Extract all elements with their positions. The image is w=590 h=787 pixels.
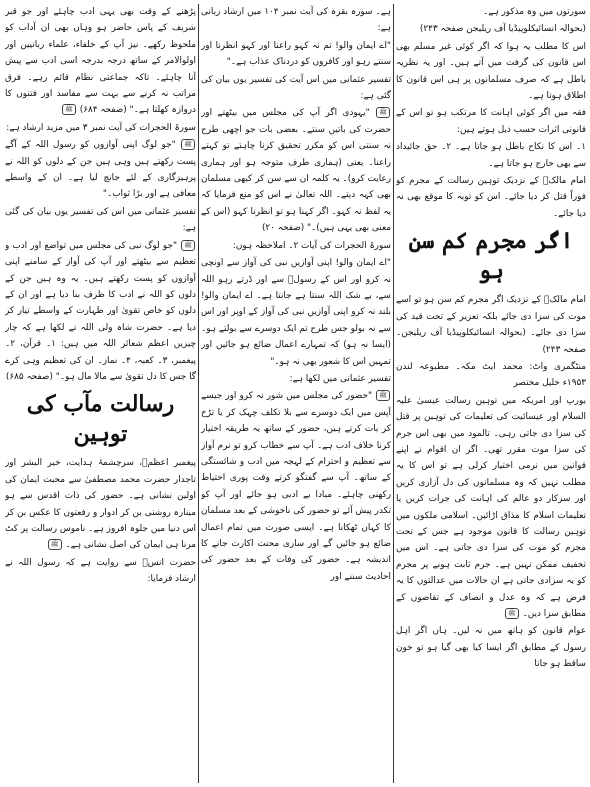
- paragraph: امام مالکؒ کے نزدیک اگر مجرم کم سن ہو تو اسے موت کی سزا دی جائے بلکہ تعزیر کے تحت قید کی سزا دی جائے۔ (بحوالہ انسائیکلوپیڈیا آف ریلیجن۔ صفحہ ۲۴۳): [396, 295, 586, 355]
- paragraph: [5, 455, 196, 553]
- quote: "اے ایمان والو! تم نہ کہو راعنا اور کہو انظرنا اور سنتے رہو اور کافروں کو دردناک عذاب ہے۔": [201, 40, 391, 68]
- paragraph: سورۃ الحجرات کی آیت نمبر ۳ میں مزید ارشاد ہے:: [6, 122, 196, 133]
- honorific-icon: ﷺ: [62, 104, 76, 115]
- paragraph: عوام قانون کو ہاتھ میں نہ لیں۔ ہاں اگر اہل رسول کے مطابق اگر ایسا کیا بھی گیا ہو تو خون ساقط ہو جاتا: [396, 626, 586, 670]
- paragraph-text: پڑھنے کے وقت بھی یہی ادب چاہئے اور جو قبر شریف کے پاس حاضر ہو وہاں بھی ان آداب کو ملحوظ رکھے۔ نیز آپ کے خلفاء، علماء ربانیین اور اولوالامر کے ساتھ درجہ بدرجہ اسی ادب سے پیش آنا چاہئے۔ تاکہ جماعتی نظام قائم رہے۔ فرق مراتب نہ کرنے سے بہت سے مفاسد اور فتنوں کا دروازہ کھلتا ہے۔" (صفحہ ۶۸۴): [5, 7, 196, 116]
- quote-text: "جو لوگ نبی کی مجلس میں تواضع اور ادب و تعظیم سے بیٹھتے اور آپ کی آواز کے سامنے اپنی آوازوں کو پست رکھتے ہیں۔ یہ وہ ہیں جن کے دلوں کو اللہ نے ادب کا ظرف بنا دیا ہے اور ان کے دلوں کو خاص تقویٰ اور طہارت کے واسطے تیار کر دیا ہے۔ حضرت شاہ ولی اللہ نے لکھا ہے کہ چار چیزیں اعظم شعائر اللہ میں ہیں: ۱۔ قرآن، ۲۔ پیغمبر، ۳۔ کعبہ، ۴۔ نماز۔ ان کی تعظیم وہی کرے گا جس کا دل تقویٰ سے مالا مال ہو۔" (صفحہ ۶۸۵): [5, 240, 196, 382]
- paragraph-text: پیغمبر اعظمؐ، سرچشمۂ ہدایت، خیر البشر اور تاجدار حضرت محمد مصطفیٰ سے محبت ایمان کی اولین نشانی ہے۔ حضور کی ذات اقدس سے ہو مینارہ روشنی بن کر ادوار و رفعتوں کا عکس بن کر اس دنیا میں جلوہ افروز ہے۔ ناموس رسالت پر کٹ مرنا ہی ایمان کی اصل نشانی ہے۔: [5, 458, 196, 551]
- quote-text: "یہودی اگر آپ کی مجلس میں بیٹھتے اور حضرت کی باتیں سنتے۔ بعضی بات جو اچھی طرح نہ سنتی اس کو مکرر تحقیق کرنا چاہتے تو کہتے راعنا۔ یعنی (ہماری طرف متوجہ ہو اور ہماری رعایت کرو)۔ یہ کلمہ ان سے سن کر کبھی مسلمان بھی کہہ دیتے۔ اللہ تعالیٰ نے اس کو منع فرمایا کہ یہ لفظ نہ کہو۔ اگر کہنا ہو تو انظرنا کہو (اس کے معنی بھی یہی ہیں)۔" (صفحہ ۲۰): [201, 108, 391, 234]
- middle-column: [201, 4, 391, 784]
- citation: منٹگمری واٹ: محمد ایٹ مکہ۔ مطبوعہ لندن ۱۹۵۳ء خلیل مختصر: [396, 361, 586, 389]
- quote: [201, 105, 391, 236]
- quote-text: "حضور کی مجلس میں شور نہ کرو اور جیسے آپس میں ایک دوسرے سے بلا تکلف چہک کر یا تڑخ کر بات کرتے ہیں، حضور کے ساتھ یہ طریقہ اختیار کرنا خلاف ادب ہے۔ آپ سے خطاب کرو تو نرم آواز سے تعظیم و احترام کے لہجہ میں ادب و شائستگی کے ساتھ۔ آپ سے گفتگو کرتے وقت پوری احتیاط رکھنی چاہئے۔ مبادا بے ادبی ہو جائے اور آپ کو تکدر پیش آئے تو حضور کی ناخوشی کے بعد مسلمان کا کہاں ٹھکانا ہے۔ ایسی صورت میں تمام اعمال ضائع ہو جائیں گے اور ساری محنت اکارت جانے کا اندیشہ ہے۔ حضور کی وفات کے بعد حضور کی احادیث سننے اور: [201, 391, 391, 582]
- quote: "اے ایمان والو! اپنی آوازیں نبی کی آواز سے اونچی نہ کرو اور اس کے رسولؐ سے اور ڈرتے رہو اللہ سے، بے شک اللہ سنتا ہے جانتا ہے۔ اے ایمان والو! بلند نہ کرو اپنی آوازیں نبی کی آواز کے اوپر اور اس سے نہ بولو جس طرح تم ایک دوسرے سے بولتے ہو۔ (ایسا نہ ہو) کہ تمہارے اعمال ضائع ہو جائیں اور تمہیں اس کا شعور بھی نہ ہو۔": [201, 258, 391, 367]
- paragraph: تفسیر عثمانی میں اس آیت کی تفسیر یوں بیان کی گئی ہے:: [201, 74, 391, 102]
- paragraph-text: یورپ اور امریکہ میں توہین رسالت عیسیٰ علیہ السلام اور عیسائیت کی تعلیمات کی توہین پر قتل کی سزا دی جاتی رہی۔ تالمود میں بھی اس جرم کی سزا موت مقرر تھی۔ اگر ان اقوام نے اپنے قوانین میں نرمی اختیار کرلی ہے تو اس کا یہ مطلب نہیں کہ وہ مسلمانوں کی دل آزاری کریں اور سرکار دو عالم کی اہانت کی جرات کریں یا تعلیمات اسلام کا مذاق اڑائیں۔ اسلامی ملکوں میں توہین رسالت کا قانون موجود ہے جس کے تحت مجرم کو موت کی سزا دی جاتی ہے۔ اس میں تخفیف ممکن نہیں ہے۔ جرم ثابت ہونے پر مجرم کو یہ سزادی جاتی ہے ان حالات میں عدالتوں کا یہ فرض ہے کہ وہ عدل و انصاف کے تقاضوں کے مطابق سزا دیں۔: [396, 395, 586, 619]
- column-divider: [198, 4, 199, 783]
- paragraph: فقہ میں اگر کوئی اہانت کا مرتکب ہو تو اس کے قانونی اثرات حسب ذیل ہوتے ہیں:: [396, 108, 586, 135]
- paragraph: اس کا مطلب یہ ہوا کہ اگر کوئی غیر مسلم بھی اس قانون کی گرفت میں آتے ہیں۔ اور یہ نظریہ باطل ہے کہ صرف مسلمانوں پر ہی اس قانون کا اطلاق ہوتا ہے۔: [396, 41, 586, 102]
- column-divider: [393, 4, 394, 783]
- quote-text: "جو لوگ اپنی آوازوں کو رسول اللہ کے آگے پست رکھتے ہیں وہی ہیں جن کے دلوں کو اللہ نے پرہیزگاری کے لئے جانچ لیا ہے۔ ان کے واسطے معافی ہے اور بڑا ثواب۔": [5, 140, 196, 200]
- paragraph: ہے۔ سورہ بقرہ کی آیت نمبر ۱۰۴ میں ارشاد ربانی ہے:: [201, 7, 391, 34]
- paragraph: امام مالکؒ کے نزدیک توہین رسالت کے مجرم کو فوراً قتل کر دیا جائے۔ اس کو توبہ کا موقع بھی نہ دیا جائے۔: [396, 176, 586, 219]
- quote: [201, 388, 391, 585]
- paragraph: [396, 393, 586, 623]
- honorific-icon: ﷺ: [376, 390, 390, 401]
- honorific-icon: ﷺ: [376, 107, 390, 118]
- paragraph: ۱۔ اس کا نکاح باطل ہو جاتا ہے۔ ۲۔ حق جائیداد سے بھی خارج ہو جاتا ہے۔: [396, 142, 586, 169]
- section-heading: رسالت مآب کی توہین: [26, 391, 175, 448]
- honorific-icon: ﷺ: [48, 539, 62, 550]
- quote: [5, 238, 196, 386]
- honorific-icon: ﷺ: [181, 240, 195, 251]
- honorific-icon: ﷺ: [505, 608, 519, 619]
- honorific-icon: ﷺ: [181, 139, 195, 150]
- quote: [5, 137, 196, 203]
- paragraph: تفسیر عثمانی میں اس کی تفسیر یوں بیان کی گئی ہے:: [5, 206, 196, 234]
- right-column: [396, 4, 586, 784]
- paragraph: سورتوں میں وہ مذکور ہے۔: [483, 7, 586, 17]
- paragraph: سورۃ الحجرات کی آیات ۲۔ املاحظہ ہوں:: [232, 240, 391, 251]
- paragraph: حضرت انسؓ سے روایت ہے کہ رسول اللہ نے ارشاد فرمایا:: [5, 557, 196, 585]
- paragraph: [5, 4, 196, 119]
- section-heading: اگر مجرم کم سن ہو: [408, 228, 574, 285]
- left-column: [5, 4, 196, 784]
- citation: (بحوالہ انسائیکلوپیڈیا آف ریلیجن صفحہ ۲۴۳): [419, 24, 586, 35]
- paragraph: تفسیر عثمانی میں لکھا ہے:: [289, 373, 391, 384]
